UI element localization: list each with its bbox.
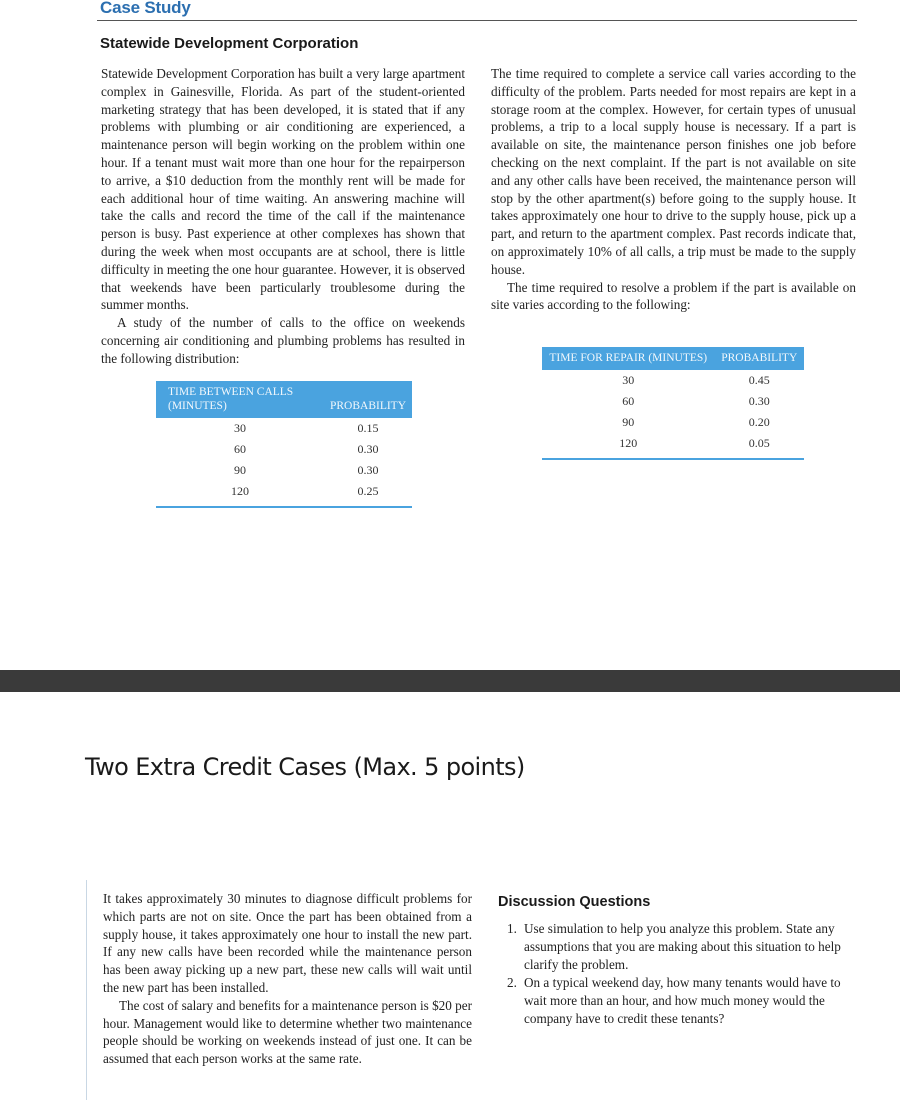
table-header: PROBABILITY <box>324 381 412 418</box>
case-paragraph: Statewide Development Corporation has built a very large apartment complex in Gainesville, Florida. As part of the student-oriented marketing strategy that has been developed, it is stated that if any problems with plumbing or air conditioning are experienced, a maintenance person will begin working on the problem within one hour. If a tenant must wait more than one hour for the repairperson to arrive, a $10 deduction from the monthly rent will be made for each additional hour of time waiting. An answering machine will take the calls and record the time of the call if the maintenance person is busy. Past experience at other complexes has shown that during the week when most occupants are at school, there is little difficulty in meeting the one hour guarantee. However, it is observed that weekends have been particularly troublesome during the summer months. <box>101 66 465 313</box>
table-row <box>542 391 804 412</box>
discussion-question-list <box>507 920 864 1029</box>
table-cell: 60 <box>622 394 635 408</box>
table-cell: 0.25 <box>357 484 379 498</box>
table-row <box>156 481 412 507</box>
case-paragraph: The time required to complete a service call varies according to the difficulty of the problem. Parts needed for most repairs are kept in a storage room at the complex. However, for certain types of unusual problems, a trip to a local supply house is necessary. If a part is available on site, the maintenance person finishes one job before checking on the next complaint. If the part is not available on site and any other calls have been received, the maintenance person will stop by the other apartment(s) before going to the supply house. It takes approximately one hour to drive to the supply house, pick up a part, and return to the apartment complex. Past records indicate that, on approximately 10% of all calls, a trip must be made to the supply house. <box>491 66 856 277</box>
table-cell: 60 <box>233 442 246 456</box>
table-row <box>156 418 412 439</box>
table-cell: 120 <box>230 484 249 498</box>
table-cell: 90 <box>622 415 635 429</box>
discussion-question <box>507 920 864 973</box>
table-header: TIME FOR REPAIR (MINUTES) <box>542 347 715 370</box>
table-cell: 0.30 <box>748 394 770 408</box>
case-study-heading: Case Study <box>100 0 191 17</box>
discussion-question <box>507 974 864 1027</box>
table-cell: 90 <box>233 463 246 477</box>
table-row <box>156 439 412 460</box>
table-cell: 0.30 <box>357 442 379 456</box>
table-header: PROBABILITY <box>715 347 804 370</box>
repair-time-table <box>542 347 804 460</box>
case-paragraph: The time required to resolve a problem if the part is available on site varies according to the following: <box>491 279 856 313</box>
header-rule <box>97 20 857 21</box>
table-row <box>542 433 804 459</box>
table-row <box>542 370 804 391</box>
case-paragraph: It takes approximately 30 minutes to diagnose difficult problems for which parts are not on site. Once the part has been obtained from a supply house, it takes approximately one hour to install the new part. If any new calls have been recorded while the maintenance person has been away picking up a new part, these new calls will wait until the new part has been installed. <box>103 891 472 995</box>
extra-credit-title: Two Extra Credit Cases (Max. 5 points) <box>85 753 525 781</box>
question-text: Use simulation to help you analyze this problem. State any assumptions that you are making about this situation to help clarify the problem. <box>524 921 841 972</box>
table-cell: 0.45 <box>748 373 770 387</box>
case-paragraph: The cost of salary and benefits for a maintenance person is $20 per hour. Management would like to determine whether two maintenance people should be working on weekends instead of just one. It can be assumed that each person works at the same rate. <box>103 997 473 1067</box>
divider-band <box>0 670 900 692</box>
question-number: 2. <box>507 975 517 991</box>
column-marker-line <box>86 880 87 1100</box>
table-cell: 30 <box>622 373 635 387</box>
question-text: On a typical weekend day, how many tenants would have to wait more than an hour, and how much money would the company have to credit these tenants? <box>524 975 841 1026</box>
question-number: 1. <box>507 921 517 936</box>
extra-left-column <box>103 890 472 1068</box>
table-cell: 0.15 <box>357 421 379 435</box>
table-cell: 120 <box>619 436 638 450</box>
time-between-calls-table <box>156 381 412 508</box>
discussion-questions-heading: Discussion Questions <box>498 894 651 910</box>
table-cell: 0.30 <box>357 463 379 477</box>
case-left-column <box>101 65 465 368</box>
table-row <box>542 412 804 433</box>
table-row <box>156 460 412 481</box>
case-right-column <box>491 65 856 314</box>
table-cell: 30 <box>233 421 246 435</box>
table-cell: 0.20 <box>748 415 770 429</box>
case-paragraph: A study of the number of calls to the office on weekends concerning air conditioning and plumbing problems has resulted in the following distribution: <box>101 315 465 366</box>
table-header: TIME BETWEEN CALLS (MINUTES) <box>156 381 324 418</box>
table-cell: 0.05 <box>748 436 770 450</box>
case-title: Statewide Development Corporation <box>100 35 359 52</box>
